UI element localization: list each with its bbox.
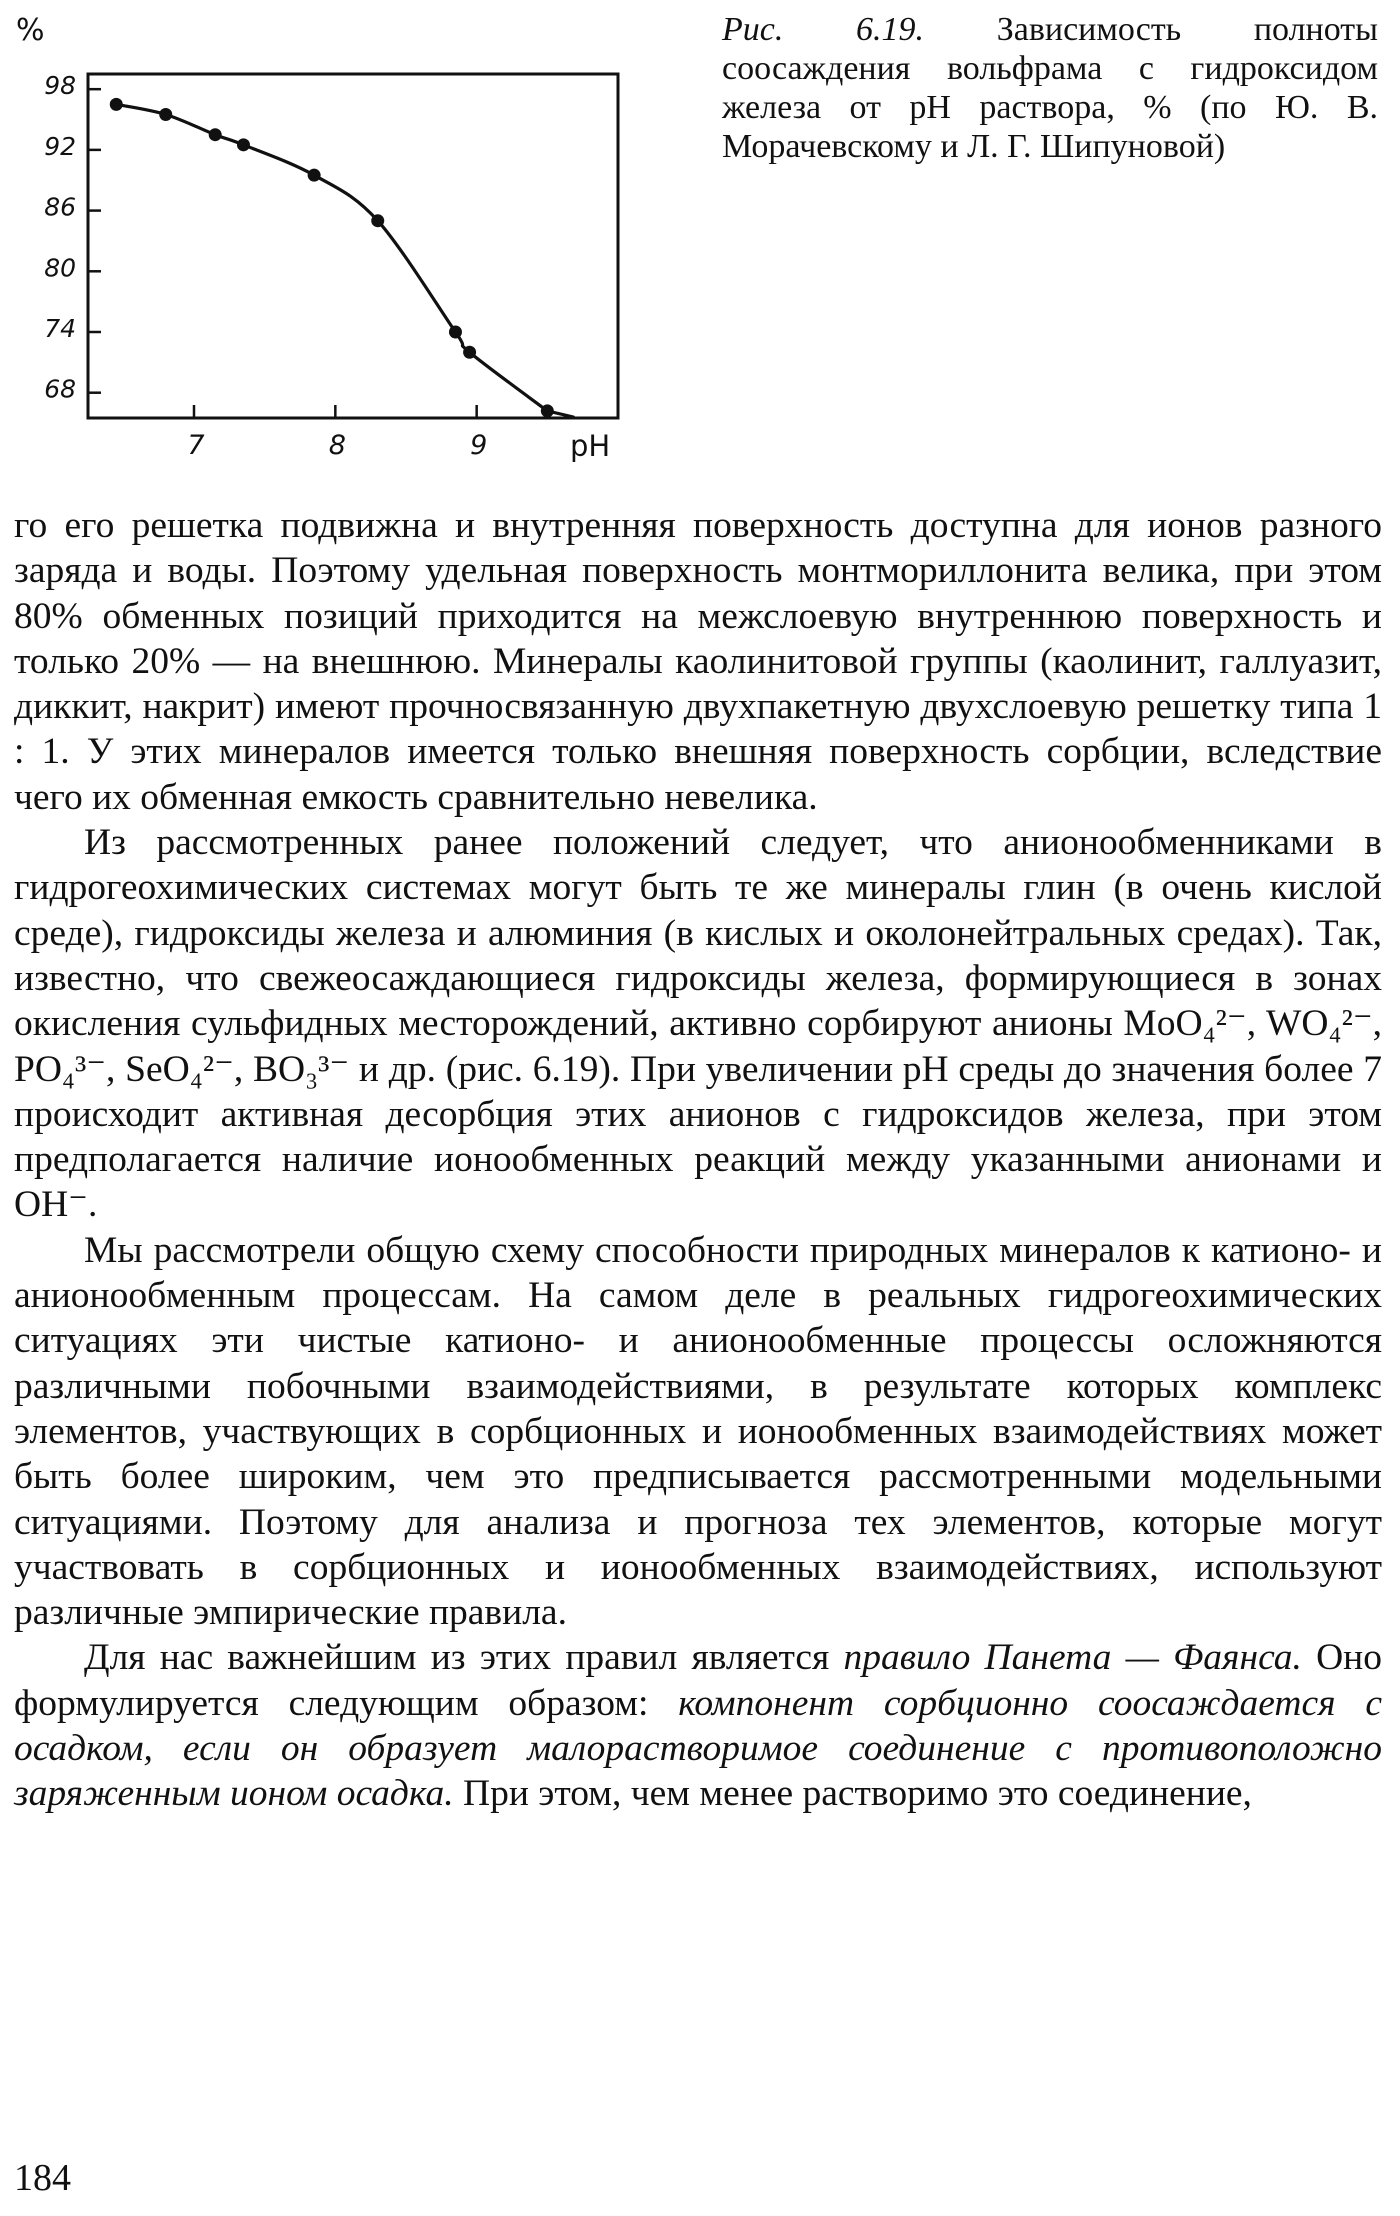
text-segment: Мы рассмотрели общую схему способности природных минералов к катионо- и анионообменным процессам. На самом деле в реальных гидрогеохимических ситуациях эти чистые катионо- и анионообменные процессы осложняются различными побочными взаимодействиями, в результате которых комплекс элементов, участвующих в сорбционных и ионообменных взаимодействиях может быть более широким, чем это предписывается рассмотренными модельными ситуациями. Поэтому для анализа и прогноза тех элементов, которые могут участвовать в сорбционных и ионообменных взаимодействиях, используют различные эмпирические правила. xyxy=(14,1229,1382,1634)
data-point xyxy=(308,169,321,182)
figure-caption xyxy=(722,10,1378,166)
data-point xyxy=(159,108,172,121)
data-point xyxy=(209,128,222,141)
text-segment: Оно формулируется следующим образом: xyxy=(14,1637,1382,1724)
x-tick-label: 7 xyxy=(187,430,205,461)
plot-frame xyxy=(88,74,618,418)
data-point xyxy=(541,404,554,417)
data-curve xyxy=(116,104,573,417)
paragraph xyxy=(14,820,1382,1228)
y-tick-label: 74 xyxy=(44,314,76,343)
data-point xyxy=(449,326,462,339)
y-tick-label: 92 xyxy=(44,131,76,161)
figure-chart xyxy=(0,0,700,480)
text-segment: Для нас важнейшим из этих правил является xyxy=(84,1637,844,1679)
data-point xyxy=(237,138,250,151)
text-segment: Из рассмотренных ранее положений следует, что анионообменниками в гидрогеохимических системах могут быть те же минералы глин (в очень кислой среде), гидроксиды железа и алюминия (в кислых и околонейтральных средах). Так, известно, что свежеосаждающиеся гидроксиды железа, формирующиеся в зонах окисления сульфидных месторождений, активно сорбируют анионы MoO₄²⁻, WO₄²⁻, PO₄³⁻, SeO₄²⁻, BO₃³⁻ и др. (рис. 6.19). При увеличении pH среды до значения более 7 происходит активная десорбция этих анионов с гидроксидов железа, при этом предполагается наличие ионообменных реакций между указанными анионами и OH⁻. xyxy=(14,822,1382,1226)
paragraph xyxy=(14,1635,1382,1816)
italic-text-segment: правило Панета — Фаянса. xyxy=(843,1637,1302,1679)
y-axis-label: % xyxy=(16,13,45,48)
text-segment: го его решетка подвижна и внутренняя поверхность доступна для ионов разного заряда и воды. Поэтому удельная поверхность монтмориллонита велика, при этом 80% обменных позиций приходится на межслоевую внутреннюю поверхность и только 20% — на внешнюю. Минералы каолинитовой группы (каолинит, галлуазит, диккит, накрит) имеют прочносвязанную двухпакетную двухслоевую решетку типа 1 : 1. У этих минералов имеется только внешняя поверхность сорбции, вследствие чего их обменная емкость сравнительно невелика. xyxy=(14,505,1382,818)
page-number: 184 xyxy=(14,2157,71,2199)
paragraph xyxy=(14,503,1382,820)
y-tick-label: 86 xyxy=(44,192,76,222)
x-axis-label: pH xyxy=(570,429,611,463)
y-tick-label: 98 xyxy=(44,71,76,101)
data-point xyxy=(463,346,476,359)
y-tick-label: 80 xyxy=(44,253,76,283)
y-tick-label: 68 xyxy=(44,374,76,404)
body-text xyxy=(14,503,1382,1817)
x-tick-label: 9 xyxy=(470,430,488,461)
text-segment: При этом, чем менее растворимо это соединение, xyxy=(453,1773,1252,1815)
data-point xyxy=(110,98,123,111)
data-point xyxy=(371,214,384,227)
italic-text-segment: компонент сорбционно соосаждается с осадком, если он образует малорастворимое соединение с противоположно заряженным ионом осадка. xyxy=(14,1682,1382,1815)
x-tick-label: 8 xyxy=(328,430,346,461)
figure-caption-text: Зависимость полноты соосаждения вольфрама с гидроксидом железа от pH раствора, % (по Ю. В. Морачевскому и Л. Г. Шипуновой) xyxy=(722,11,1379,165)
paragraph xyxy=(14,1228,1382,1636)
figure-number: Рис. 6.19. xyxy=(722,11,925,48)
